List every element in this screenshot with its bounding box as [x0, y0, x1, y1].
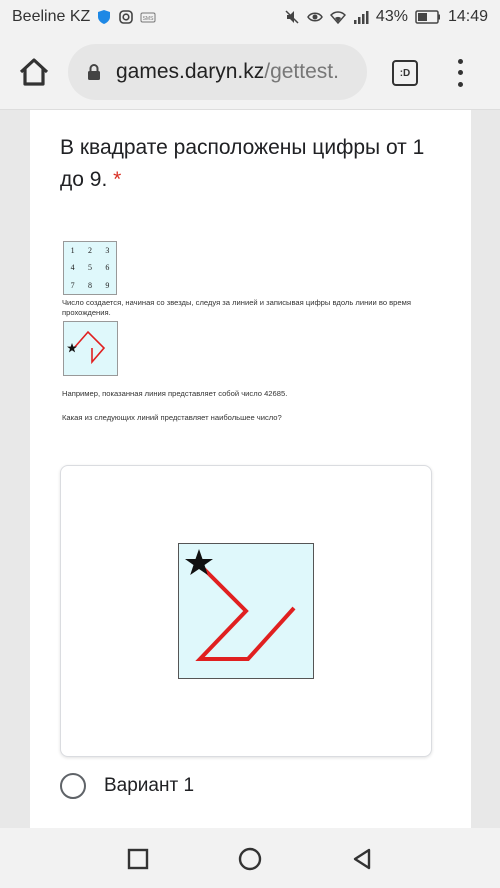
grid-cell: 2 [87, 246, 92, 256]
signal-icon [353, 9, 369, 25]
more-menu-icon[interactable] [452, 56, 468, 90]
grid-cell: 4 [70, 263, 75, 273]
option-card[interactable] [60, 465, 432, 757]
grid-cell: 7 [70, 280, 75, 290]
option-line-diagram [179, 544, 313, 678]
example-image [63, 321, 118, 376]
system-nav-bar [0, 828, 500, 888]
example-line-diagram [64, 322, 117, 375]
browser-toolbar [0, 36, 500, 110]
instagram-icon [118, 9, 134, 25]
svg-text:SMS: SMS [142, 16, 154, 22]
battery-icon [415, 10, 441, 24]
shield-icon [96, 9, 112, 25]
sms-icon [140, 9, 156, 25]
carrier-name: Beeline KZ [12, 8, 91, 25]
form-page [30, 110, 471, 828]
lock-icon [86, 63, 102, 81]
back-triangle-icon[interactable] [350, 847, 374, 871]
address-bar[interactable] [68, 44, 367, 100]
digit-grid [63, 241, 117, 295]
example-text: Например, показанная линия представляет собой число 42685. [62, 389, 288, 398]
option-radio-row[interactable] [60, 773, 194, 799]
tab-switcher-button[interactable]: :D [392, 60, 418, 86]
prompt-text: Какая из следующих линий представляет наибольшее число? [62, 413, 282, 422]
url-host: games.daryn.kz [116, 60, 265, 83]
mute-icon [284, 9, 300, 25]
clock: 14:49 [447, 8, 488, 25]
option-label[interactable]: Вариант 1 [104, 775, 195, 796]
question-title-text: В квадрате расположены цифры от 1 до 9. [60, 136, 425, 191]
eye-icon [307, 9, 323, 25]
url-path: /gettest. [264, 60, 339, 83]
star-icon [67, 343, 77, 352]
option-image [178, 543, 314, 679]
grid-cell: 3 [105, 246, 110, 256]
grid-cell: 1 [70, 246, 75, 256]
explanation-text: Число создается, начиная со звезды, следуя за линией и записывая цифры вдоль линии во время прохождения. [62, 298, 411, 317]
question-title [60, 132, 450, 196]
grid-cell: 5 [87, 263, 92, 273]
home-icon[interactable] [16, 54, 52, 90]
wifi-icon [330, 9, 346, 25]
square-icon[interactable] [127, 848, 149, 870]
option-radio-button[interactable] [60, 773, 86, 799]
circle-home-icon[interactable] [238, 847, 262, 871]
required-mark: * [113, 168, 122, 191]
status-bar [0, 0, 500, 36]
grid-cell: 9 [105, 280, 110, 290]
grid-cell: 6 [105, 263, 110, 273]
battery-percent: 43% [375, 8, 408, 25]
grid-cell: 8 [87, 280, 92, 290]
